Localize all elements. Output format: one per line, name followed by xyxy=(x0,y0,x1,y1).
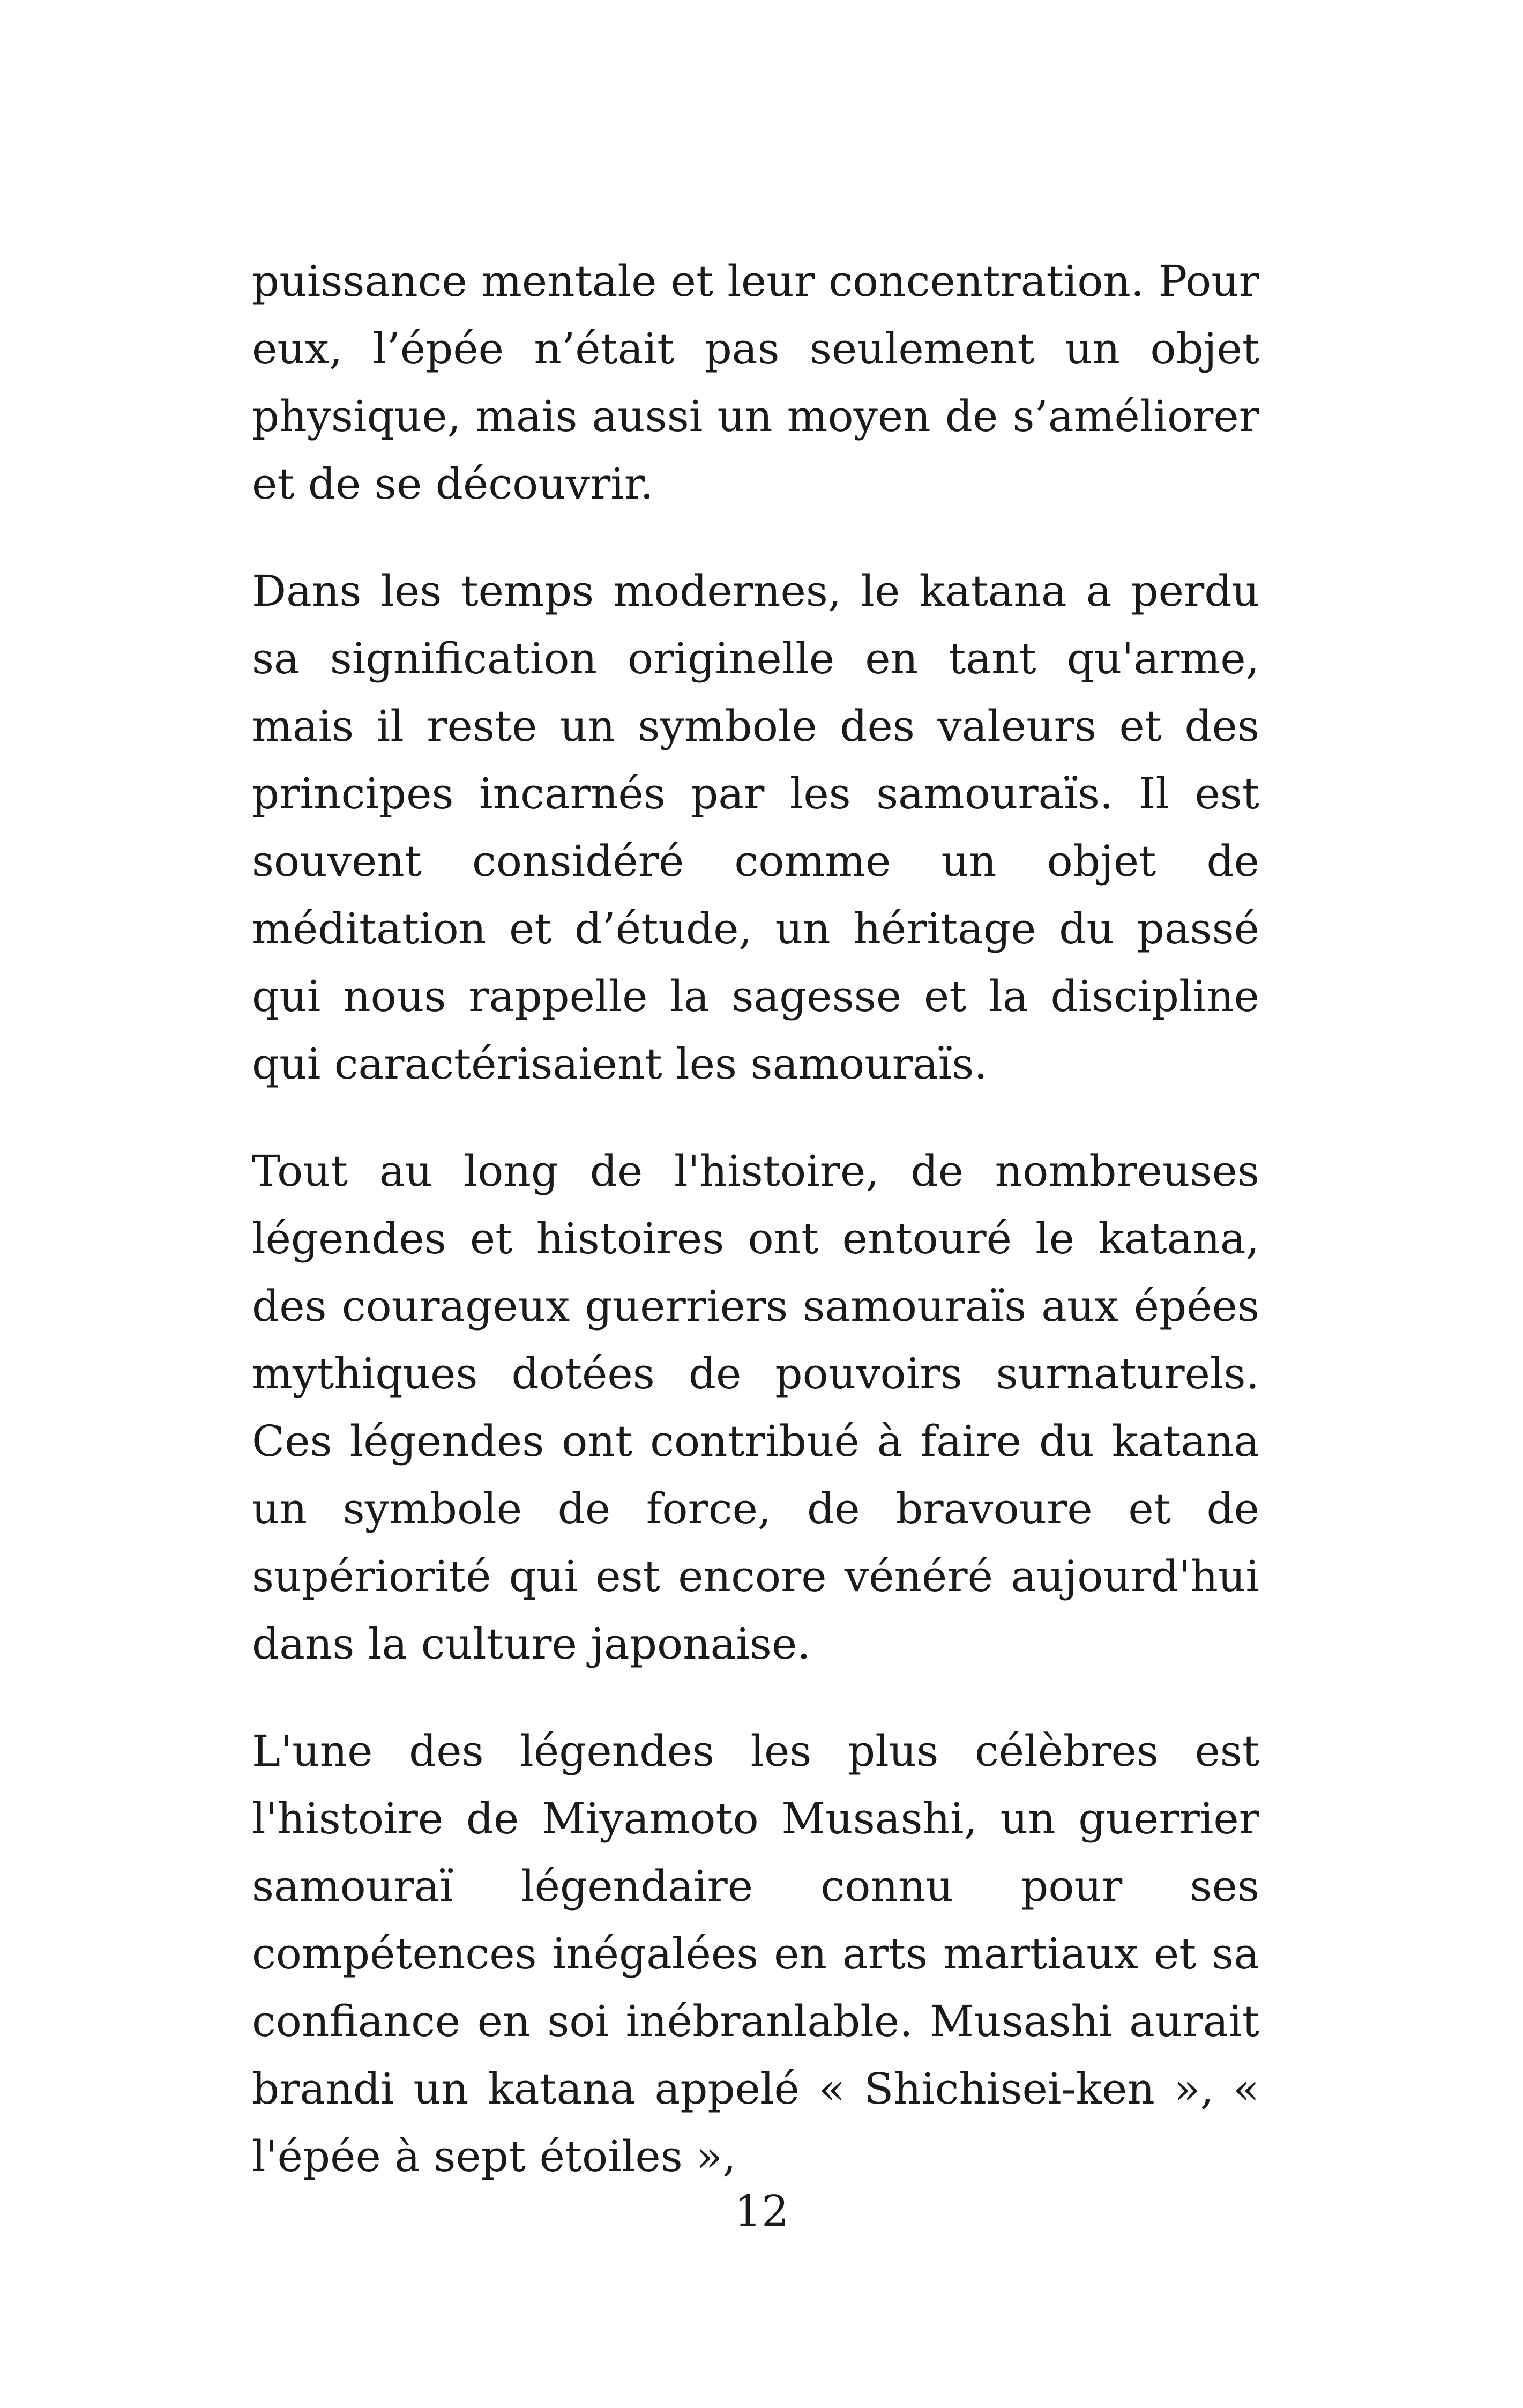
paragraph-2: Dans les temps modernes, le katana a perdu sa signification originelle en tant qu'arme, mais il reste un symbole des valeurs et des principes incarnés par les samouraïs. Il est souvent considéré comme un objet de méditation et d’étude, un héritage du passé qui nous rappelle la sagesse et la discipline qui caractérisaient les samouraïs. xyxy=(252,566,1259,1089)
page-number: 12 xyxy=(734,2186,789,2236)
paragraph-3: Tout au long de l'histoire, de nombreuses légendes et histoires ont entouré le katana, des courageux guerriers samouraïs aux épées mythiques dotées de pouvoirs surnaturels. Ces légendes ont contribué à faire du katana un symbole de force, de bravoure et de supériorité qui est encore vénéré aujourd'hui dans la culture japonaise. xyxy=(252,1146,1259,1669)
paragraph-4: L'une des légendes les plus célèbres est l'histoire de Miyamoto Musashi, un guerrier samouraï légendaire connu pour ses compétences inégalées en arts martiaux et sa confiance en soi inébranlable. Musashi aurait brandi un katana appelé « Shichisei-ken », « l'épée à sept étoiles », xyxy=(252,1726,1259,2181)
body-text xyxy=(252,248,1259,2190)
paragraph-1: puissance mentale et leur concentration. Pour eux, l’épée n’était pas seulement un objet physique, mais aussi un moyen de s’améliorer et de se découvrir. xyxy=(252,256,1259,509)
